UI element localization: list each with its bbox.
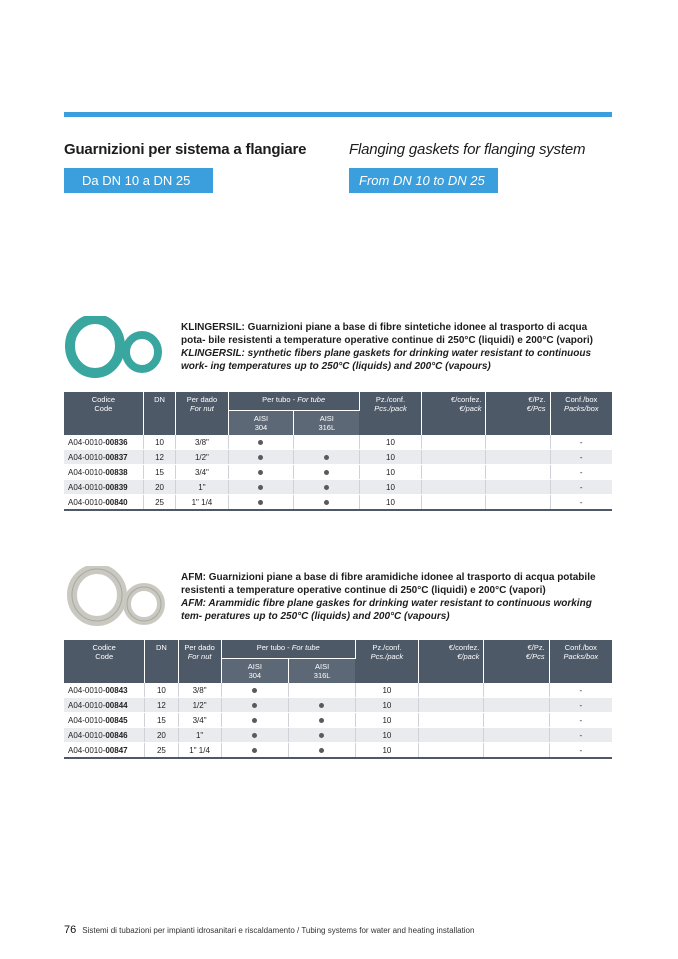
cell-dado: 3/4" — [178, 713, 221, 728]
col-eur-pack: €/pack — [457, 652, 480, 661]
klingersil-description — [181, 321, 611, 373]
top-accent-bar — [64, 112, 612, 117]
col-codice: Codice — [92, 643, 116, 652]
availability-dot — [252, 718, 257, 723]
cell-eur-conf — [422, 480, 486, 495]
col-aisi: AISI — [253, 414, 269, 423]
cell-pz: 10 — [355, 713, 418, 728]
cell-aisi304 — [228, 465, 294, 480]
size-range-badge-it: Da DN 10 a DN 25 — [64, 168, 213, 193]
cell-box: - — [549, 683, 612, 698]
col-dn: DN — [156, 643, 167, 652]
table-row — [64, 713, 612, 728]
cell-box: - — [549, 698, 612, 713]
afm-description — [181, 571, 611, 623]
cell-box: - — [549, 713, 612, 728]
col-eur-confez: €/confez. — [451, 395, 482, 404]
cell-box: - — [550, 480, 612, 495]
col-pcs-pack: Pcs./pack — [370, 652, 404, 661]
cell-eur-pz — [484, 743, 549, 759]
cell-eur-pz — [484, 713, 549, 728]
availability-dot — [258, 455, 263, 460]
col-aisi-304: 304 — [254, 423, 268, 432]
afm-product-table — [64, 640, 612, 759]
cell-dado: 3/8" — [178, 683, 221, 698]
cell-dado: 3/4" — [176, 465, 228, 480]
col-pcs-pack: Pcs./pack — [374, 404, 407, 413]
cell-dado: 1" — [178, 728, 221, 743]
code-prefix: A04-0010- — [68, 685, 106, 695]
cell-aisi304 — [221, 713, 288, 728]
cell-dn: 15 — [143, 465, 176, 480]
klingersil-desc-it: Guarnizioni piane a base di fibre sintetiche idonee al trasporto di acqua pota- bile resistenti a temperature operative continue di 250°C (liquidi) e 200°C (vapori) — [181, 322, 593, 346]
col-code: Code — [94, 404, 113, 413]
cell-eur-conf — [419, 743, 484, 759]
cell-code — [64, 728, 145, 743]
klingersil-name: KLINGERSIL: — [181, 322, 245, 333]
availability-dot — [258, 500, 263, 505]
col-pz-conf: Pz./conf. — [372, 643, 402, 652]
cell-eur-pz — [486, 465, 550, 480]
cell-eur-pz — [486, 435, 550, 450]
afm-gasket-image — [64, 566, 168, 628]
col-conf-box: Conf./box — [565, 395, 598, 404]
cell-aisi304 — [228, 480, 294, 495]
cell-eur-pz — [484, 683, 549, 698]
cell-pz: 10 — [355, 683, 418, 698]
cell-eur-conf — [422, 450, 486, 465]
availability-dot — [319, 748, 324, 753]
code-number: 00838 — [105, 467, 128, 477]
cell-box: - — [549, 728, 612, 743]
cell-aisi316 — [294, 495, 359, 511]
klingersil-product-table — [64, 392, 612, 511]
code-number: 00847 — [105, 745, 128, 755]
code-prefix: A04-0010- — [68, 715, 106, 725]
afm-desc-it: Guarnizioni piane a base di fibre aramidiche idonee al trasporto di acqua potabile resistenti a temperature operative continue di 250°C (liquidi) e 200°C (vapori) — [181, 572, 596, 596]
cell-eur-conf — [422, 435, 486, 450]
code-prefix: A04-0010- — [68, 452, 106, 462]
table-row — [64, 465, 612, 480]
footer-text: Sistemi di tubazioni per impianti idrosanitari e riscaldamento / Tubing systems for water and heating installation — [82, 926, 475, 935]
table-row — [64, 683, 612, 698]
col-code: Code — [95, 652, 114, 661]
code-prefix: A04-0010- — [68, 437, 106, 447]
cell-aisi316 — [288, 683, 355, 698]
col-eur-pz: €/Pz. — [527, 643, 545, 652]
availability-dot — [258, 440, 263, 445]
cell-dn: 25 — [145, 743, 178, 759]
col-packs-box: Packs/box — [563, 404, 599, 413]
cell-dn: 10 — [145, 683, 178, 698]
col-for-nut: For nut — [187, 652, 212, 661]
cell-pz: 10 — [359, 480, 421, 495]
cell-code — [64, 450, 143, 465]
cell-code — [64, 713, 145, 728]
cell-dn: 10 — [143, 435, 176, 450]
cell-dn: 20 — [143, 480, 176, 495]
availability-dot — [319, 718, 324, 723]
col-eur-pcs: €/Pcs — [525, 652, 545, 661]
availability-dot — [258, 485, 263, 490]
cell-eur-pz — [484, 728, 549, 743]
cell-code — [64, 435, 143, 450]
cell-eur-pz — [486, 450, 550, 465]
cell-aisi316 — [288, 728, 355, 743]
cell-box: - — [550, 495, 612, 511]
col-aisi-316: 316L — [318, 423, 336, 432]
cell-dado: 1" 1/4 — [178, 743, 221, 759]
cell-code — [64, 465, 143, 480]
cell-aisi316 — [294, 435, 359, 450]
col-dn: DN — [154, 395, 165, 404]
col-per-dado: Per dado — [186, 395, 218, 404]
afm-name: AFM: — [181, 572, 206, 583]
cell-dn: 15 — [145, 713, 178, 728]
cell-aisi316 — [294, 480, 359, 495]
col-pz-conf: Pz./conf. — [375, 395, 406, 404]
col-eur-pcs: €/Pcs — [526, 404, 546, 413]
code-prefix: A04-0010- — [68, 745, 106, 755]
table-row — [64, 450, 612, 465]
klingersil-desc-en: KLINGERSIL: synthetic fibers plane gaskets for drinking water resistant to continuous work- ing temperatures up to 250°C (liquids) and 200°C (vapours) — [181, 348, 592, 372]
availability-dot — [319, 703, 324, 708]
cell-aisi316 — [294, 465, 359, 480]
cell-dado: 3/8" — [176, 435, 228, 450]
table-row — [64, 480, 612, 495]
cell-code — [64, 743, 145, 759]
cell-eur-pz — [484, 698, 549, 713]
availability-dot — [324, 500, 329, 505]
col-aisi: AISI — [247, 662, 262, 671]
col-eur-confez: €/confez. — [448, 643, 480, 652]
code-number: 00845 — [105, 715, 128, 725]
code-number: 00836 — [105, 437, 128, 447]
col-for-nut: For nut — [190, 404, 214, 413]
col-packs-box: Packs/box — [563, 652, 599, 661]
size-range-badge-en: From DN 10 to DN 25 — [349, 168, 498, 193]
cell-dado: 1" 1/4 — [176, 495, 228, 511]
availability-dot — [252, 748, 257, 753]
cell-dn: 12 — [143, 450, 176, 465]
cell-eur-conf — [419, 698, 484, 713]
code-prefix: A04-0010- — [68, 497, 106, 507]
availability-dot — [258, 470, 263, 475]
col-eur-pz: €/Pz. — [528, 395, 546, 404]
availability-dot — [252, 733, 257, 738]
col-conf-box: Conf./box — [564, 643, 597, 652]
code-number: 00844 — [105, 700, 128, 710]
cell-aisi304 — [221, 683, 288, 698]
cell-pz: 10 — [359, 435, 421, 450]
cell-dado: 1" — [176, 480, 228, 495]
cell-pz: 10 — [359, 465, 421, 480]
col-aisi-316: 316L — [313, 671, 331, 680]
cell-aisi304 — [221, 728, 288, 743]
klingersil-gasket-image — [62, 316, 166, 378]
cell-eur-conf — [419, 683, 484, 698]
cell-pz: 10 — [355, 728, 418, 743]
col-per-dado: Per dado — [184, 643, 215, 652]
col-eur-pack: €/pack — [459, 404, 482, 413]
cell-aisi304 — [221, 698, 288, 713]
cell-pz: 10 — [359, 495, 421, 511]
cell-aisi304 — [228, 495, 294, 511]
cell-eur-conf — [422, 465, 486, 480]
page-number: 76 — [64, 924, 77, 936]
col-aisi-304: 304 — [248, 671, 262, 680]
table-row — [64, 698, 612, 713]
cell-pz: 10 — [355, 698, 418, 713]
cell-box: - — [549, 743, 612, 759]
cell-aisi316 — [288, 713, 355, 728]
cell-aisi316 — [288, 743, 355, 759]
cell-box: - — [550, 450, 612, 465]
table-row — [64, 728, 612, 743]
table-row — [64, 435, 612, 450]
availability-dot — [319, 733, 324, 738]
cell-code — [64, 683, 145, 698]
cell-eur-conf — [419, 728, 484, 743]
table-row — [64, 743, 612, 759]
col-per-tubo: Per tubo - — [262, 395, 298, 404]
availability-dot — [324, 485, 329, 490]
cell-aisi316 — [288, 698, 355, 713]
col-for-tube: For tube — [291, 643, 320, 652]
availability-dot — [324, 455, 329, 460]
code-number: 00837 — [105, 452, 128, 462]
cell-eur-conf — [422, 495, 486, 511]
cell-aisi316 — [294, 450, 359, 465]
code-number: 00840 — [105, 497, 128, 507]
code-prefix: A04-0010- — [68, 482, 106, 492]
table-row — [64, 495, 612, 511]
cell-dado: 1/2" — [178, 698, 221, 713]
cell-pz: 10 — [359, 450, 421, 465]
code-prefix: A04-0010- — [68, 700, 106, 710]
cell-dn: 12 — [145, 698, 178, 713]
availability-dot — [252, 703, 257, 708]
page-title-en: Flanging gaskets for flanging system — [349, 141, 586, 158]
availability-dot — [324, 470, 329, 475]
cell-eur-conf — [419, 713, 484, 728]
col-codice: Codice — [91, 395, 116, 404]
page-title-it: Guarnizioni per sistema a flangiare — [64, 141, 307, 158]
cell-dn: 20 — [145, 728, 178, 743]
cell-dado: 1/2" — [176, 450, 228, 465]
cell-aisi304 — [228, 450, 294, 465]
cell-pz: 10 — [355, 743, 418, 759]
code-number: 00846 — [105, 730, 128, 740]
availability-dot — [252, 688, 257, 693]
cell-aisi304 — [221, 743, 288, 759]
code-number: 00839 — [105, 482, 128, 492]
cell-code — [64, 495, 143, 511]
cell-code — [64, 480, 143, 495]
cell-box: - — [550, 465, 612, 480]
col-aisi: AISI — [315, 662, 330, 671]
cell-eur-pz — [486, 480, 550, 495]
code-number: 00843 — [105, 685, 128, 695]
cell-eur-pz — [486, 495, 550, 511]
cell-aisi304 — [228, 435, 294, 450]
col-aisi: AISI — [319, 414, 334, 423]
cell-box: - — [550, 435, 612, 450]
cell-dn: 25 — [143, 495, 176, 511]
page-footer — [64, 924, 474, 936]
col-per-tubo: Per tubo - — [256, 643, 292, 652]
col-for-tube: For tube — [297, 395, 326, 404]
cell-code — [64, 698, 145, 713]
code-prefix: A04-0010- — [68, 730, 106, 740]
afm-desc-en: AFM: Arammidic fibre plane gaskes for drinking water resistant to continuous working tem- peratures up to 250°C (liquids) and 200°C (vapours) — [181, 598, 592, 622]
code-prefix: A04-0010- — [68, 467, 106, 477]
